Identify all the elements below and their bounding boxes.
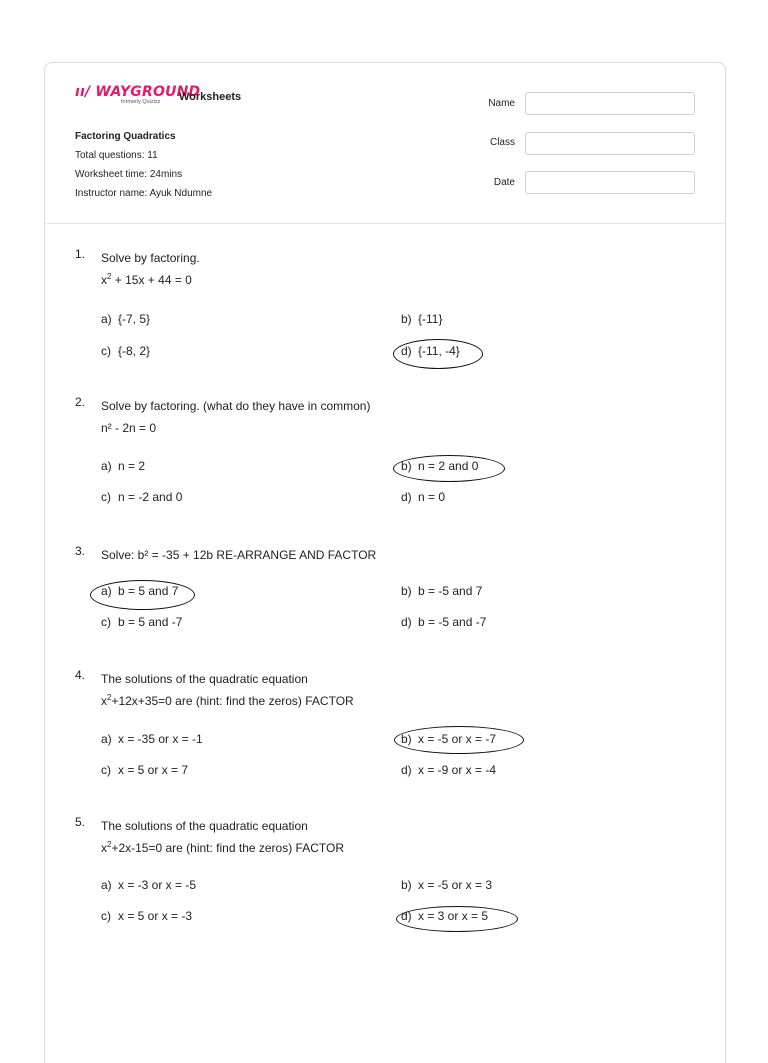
- worksheet-time: Worksheet time: 24mins: [75, 169, 183, 180]
- class-field[interactable]: [525, 132, 695, 155]
- logo-text: WAYGROUND: [95, 84, 201, 100]
- option-1d[interactable]: d) {-11, -4}: [401, 344, 460, 358]
- question-equation: $x^2 + 15x + 44 = 0$: [101, 272, 192, 287]
- option-4c[interactable]: c) x = 5 or x = 7: [101, 763, 189, 777]
- option-3c[interactable]: c) b = 5 and -7: [101, 615, 183, 629]
- logo-subtitle: formerly Quizizz: [121, 99, 161, 105]
- worksheet-page: [44, 62, 726, 1063]
- option-3a[interactable]: a) b = 5 and 7: [101, 584, 179, 598]
- name-label: Name: [488, 98, 515, 109]
- question-text: Solve by factoring.: [101, 251, 200, 265]
- product-name: Worksheets: [179, 91, 242, 103]
- question-stem: [101, 395, 661, 439]
- option-5c[interactable]: c) x = 5 or x = -3: [101, 909, 193, 923]
- question-number: 4.: [75, 668, 86, 682]
- question-stem: [101, 815, 661, 859]
- class-label: Class: [489, 137, 515, 148]
- question-text: The solutions of the quadratic equation: [101, 819, 308, 833]
- worksheet-title: Factoring Quadratics: [75, 131, 176, 142]
- question-text: Solve by factoring. (what do they have in common): [101, 399, 371, 413]
- instructor-name: Instructor name: Ayuk Ndumne: [75, 188, 213, 199]
- option-5d[interactable]: d) x = 3 or x = 5: [401, 909, 489, 923]
- question-text: The solutions of the quadratic equation: [101, 672, 308, 686]
- worksheet-meta: [75, 127, 212, 203]
- option-4b[interactable]: b) x = -5 or x = -7: [401, 732, 497, 746]
- question-equation: n² - 2n = 0: [101, 421, 157, 435]
- option-3d[interactable]: d) b = -5 and -7: [401, 615, 487, 629]
- question-number: 5.: [75, 815, 86, 829]
- option-4a[interactable]: a) x = -35 or x = -1: [101, 732, 203, 746]
- option-5b[interactable]: b) x = -5 or x = 3: [401, 878, 493, 892]
- worksheet-header: [45, 63, 725, 224]
- question-number: 1.: [75, 247, 86, 261]
- question-equation: $x^2+12x+35=0$ are (hint: find the zeros) FACTOR: [101, 693, 354, 708]
- question-number: 2.: [75, 395, 86, 409]
- option-5a[interactable]: a) x = -3 or x = -5: [101, 878, 197, 892]
- question-equation: $x^2+2x-15=0$ are (hint: find the zeros) FACTOR: [101, 840, 345, 855]
- option-1c[interactable]: c) {-8, 2}: [101, 344, 151, 358]
- option-2c[interactable]: c) n = -2 and 0: [101, 490, 183, 504]
- date-label: Date: [493, 177, 515, 188]
- option-3b[interactable]: b) b = -5 and 7: [401, 584, 483, 598]
- total-questions: Total questions: 11: [75, 150, 158, 161]
- option-2a[interactable]: a) n = 2: [101, 459, 146, 473]
- option-4d[interactable]: d) x = -9 or x = -4: [401, 763, 497, 777]
- question-number: 3.: [75, 544, 86, 558]
- question-stem: [101, 247, 661, 291]
- question-stem: [101, 544, 661, 566]
- question-stem: [101, 668, 661, 712]
- option-1a[interactable]: a) {-7, 5}: [101, 312, 151, 326]
- option-2d[interactable]: d) n = 0: [401, 490, 446, 504]
- question-text: Solve: b² = -35 + 12b RE-ARRANGE AND FACTOR: [101, 548, 377, 562]
- name-field[interactable]: [525, 92, 695, 115]
- option-2b[interactable]: b) n = 2 and 0: [401, 459, 479, 473]
- logo-mark-icon: ıı/: [75, 84, 91, 100]
- date-field[interactable]: [525, 171, 695, 194]
- option-1b[interactable]: b) {-11}: [401, 312, 443, 326]
